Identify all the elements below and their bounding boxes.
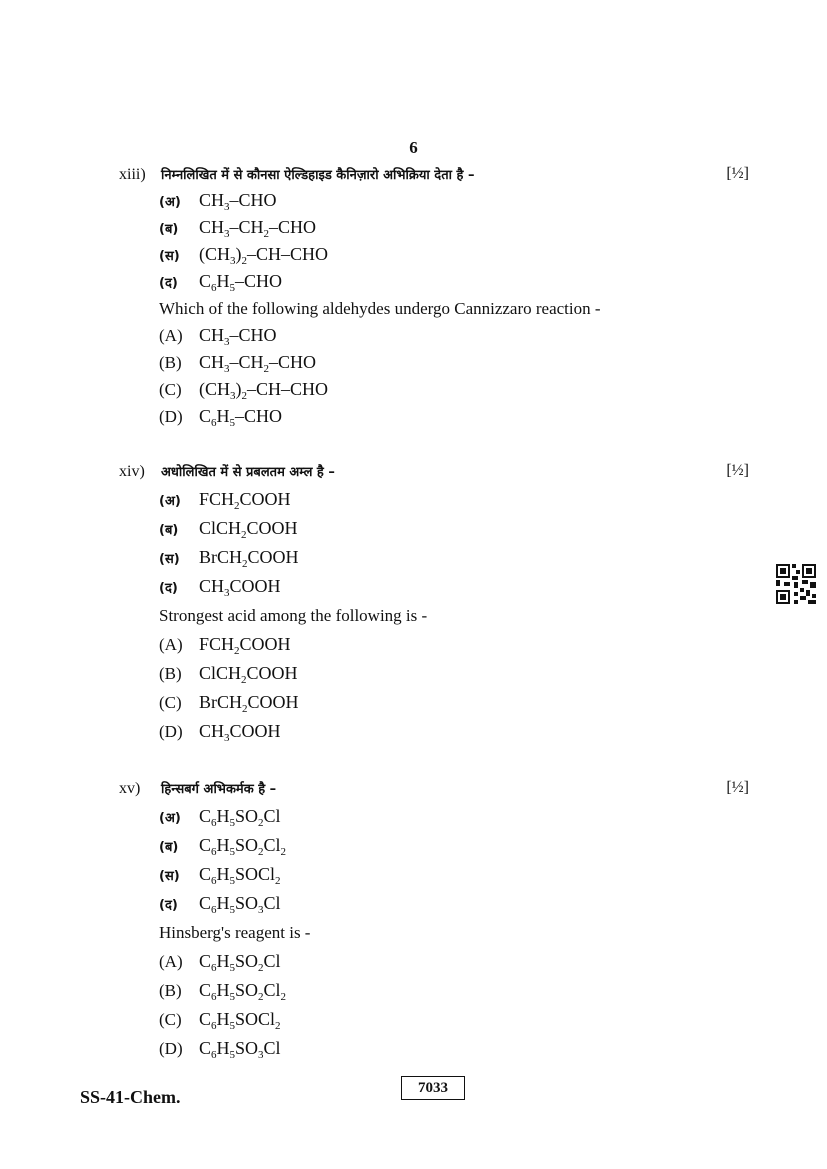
option-label: (अ) bbox=[159, 195, 181, 210]
option-formula: $(CH_3)_2-CH$–CHO bbox=[199, 379, 329, 402]
question-number: xiv) bbox=[119, 463, 145, 480]
question-text-english: Which of the following aldehydes undergo Cannizzaro reaction - bbox=[159, 299, 601, 318]
option-label: (ब) bbox=[159, 840, 179, 855]
option-formula: $C_6H_5SO_2Cl_2$ bbox=[199, 835, 287, 858]
option-hindi bbox=[159, 518, 298, 539]
question-text-english: Strongest acid among the following is - bbox=[159, 606, 428, 625]
option-label: (C) bbox=[159, 380, 182, 399]
option-label: (D) bbox=[159, 1039, 183, 1058]
option-label: (A) bbox=[159, 326, 183, 345]
option-hindi bbox=[159, 547, 299, 568]
option-formula: BrCH$_2$COOH bbox=[199, 692, 299, 715]
question-text-hindi: अधोलिखित में से प्रबलतम अम्ल है – bbox=[161, 465, 335, 480]
option-english bbox=[159, 692, 299, 713]
option-hindi bbox=[159, 489, 291, 510]
option-formula: $FCH_2COOH$ bbox=[199, 489, 291, 512]
option-english bbox=[159, 663, 298, 684]
option-label: (द) bbox=[159, 276, 178, 291]
option-formula: ClCH$_2$COOH bbox=[199, 518, 298, 541]
option-formula: $C_6H_5$–CHO bbox=[199, 271, 283, 294]
option-label: (अ) bbox=[159, 494, 181, 509]
option-hindi bbox=[159, 835, 286, 856]
option-formula: $C_6H_5SOCl_2$ bbox=[199, 864, 281, 887]
option-english bbox=[159, 352, 316, 373]
option-label: (D) bbox=[159, 407, 183, 426]
option-english bbox=[159, 1038, 281, 1059]
option-formula: $CH_3COOH$ bbox=[199, 721, 281, 744]
option-label: (C) bbox=[159, 693, 182, 712]
option-formula: $C_6H_5SO_2Cl$ bbox=[199, 806, 281, 829]
question-15-header bbox=[119, 779, 749, 798]
question-number: xv) bbox=[119, 780, 141, 797]
page-number: 6 bbox=[409, 138, 418, 157]
option-formula: ClCH$_2$COOH bbox=[199, 663, 298, 686]
option-label: (ब) bbox=[159, 523, 179, 538]
option-label: (A) bbox=[159, 952, 183, 971]
option-hindi bbox=[159, 244, 328, 265]
qr-code-icon bbox=[776, 564, 816, 604]
option-formula: $C_6H_5$–CHO bbox=[199, 406, 283, 429]
option-english bbox=[159, 721, 281, 742]
question-text-english: Hinsberg's reagent is - bbox=[159, 923, 311, 942]
option-english bbox=[159, 634, 291, 655]
option-label: (D) bbox=[159, 722, 183, 741]
option-formula: $FCH_2COOH$ bbox=[199, 634, 291, 657]
question-13-header bbox=[119, 165, 749, 184]
marks: [½] bbox=[726, 165, 749, 182]
option-hindi bbox=[159, 806, 281, 827]
question-text-hindi: निम्नलिखित में से कौनसा ऐल्डिहाइड कैनिज़ारो अभिक्रिया देता है – bbox=[161, 168, 475, 183]
marks: [½] bbox=[726, 462, 749, 479]
option-label: (अ) bbox=[159, 811, 181, 826]
option-formula: $CH_3-CH_2$–CHO bbox=[199, 217, 317, 240]
option-formula: $(CH_3)_2-CH$–CHO bbox=[199, 244, 329, 267]
option-formula: BrCH$_2$COOH bbox=[199, 547, 299, 570]
question-text-hindi: हिन्सबर्ग अभिकर्मक है – bbox=[161, 782, 277, 797]
option-hindi bbox=[159, 576, 281, 597]
question-number: xiii) bbox=[119, 166, 146, 183]
paper-number-box: 7033 bbox=[401, 1076, 465, 1100]
option-label: (ब) bbox=[159, 222, 179, 237]
option-label: (स) bbox=[159, 249, 180, 264]
option-formula: $C_6H_5SO_3Cl$ bbox=[199, 1038, 281, 1061]
option-english bbox=[159, 379, 328, 400]
option-label: (द) bbox=[159, 581, 178, 596]
option-formula: $CH_3COOH$ bbox=[199, 576, 281, 599]
option-hindi bbox=[159, 864, 281, 885]
option-english bbox=[159, 406, 282, 427]
option-english bbox=[159, 951, 281, 972]
option-formula: $CH_3$–CHO bbox=[199, 190, 277, 213]
option-label: (स) bbox=[159, 552, 180, 567]
option-label: (B) bbox=[159, 664, 182, 683]
option-label: (A) bbox=[159, 635, 183, 654]
option-english bbox=[159, 980, 286, 1001]
option-formula: $CH_3-CH_2$–CHO bbox=[199, 352, 317, 375]
option-hindi bbox=[159, 271, 282, 292]
option-formula: $C_6H_5SO_3Cl$ bbox=[199, 893, 281, 916]
option-label: (B) bbox=[159, 981, 182, 1000]
option-label: (द) bbox=[159, 898, 178, 913]
option-hindi bbox=[159, 217, 316, 238]
option-formula: $CH_3$–CHO bbox=[199, 325, 277, 348]
marks: [½] bbox=[726, 779, 749, 796]
question-14-header bbox=[119, 462, 749, 481]
option-hindi bbox=[159, 190, 277, 211]
option-formula: $C_6H_5SO_2Cl_2$ bbox=[199, 980, 287, 1003]
option-formula: $C_6H_5SO_2Cl$ bbox=[199, 951, 281, 974]
option-label: (C) bbox=[159, 1010, 182, 1029]
option-label: (B) bbox=[159, 353, 182, 372]
option-hindi bbox=[159, 893, 281, 914]
option-english bbox=[159, 325, 277, 346]
paper-code: SS-41-Chem. bbox=[80, 1087, 181, 1107]
option-english bbox=[159, 1009, 281, 1030]
option-formula: $C_6H_5SOCl_2$ bbox=[199, 1009, 281, 1032]
option-label: (स) bbox=[159, 869, 180, 884]
